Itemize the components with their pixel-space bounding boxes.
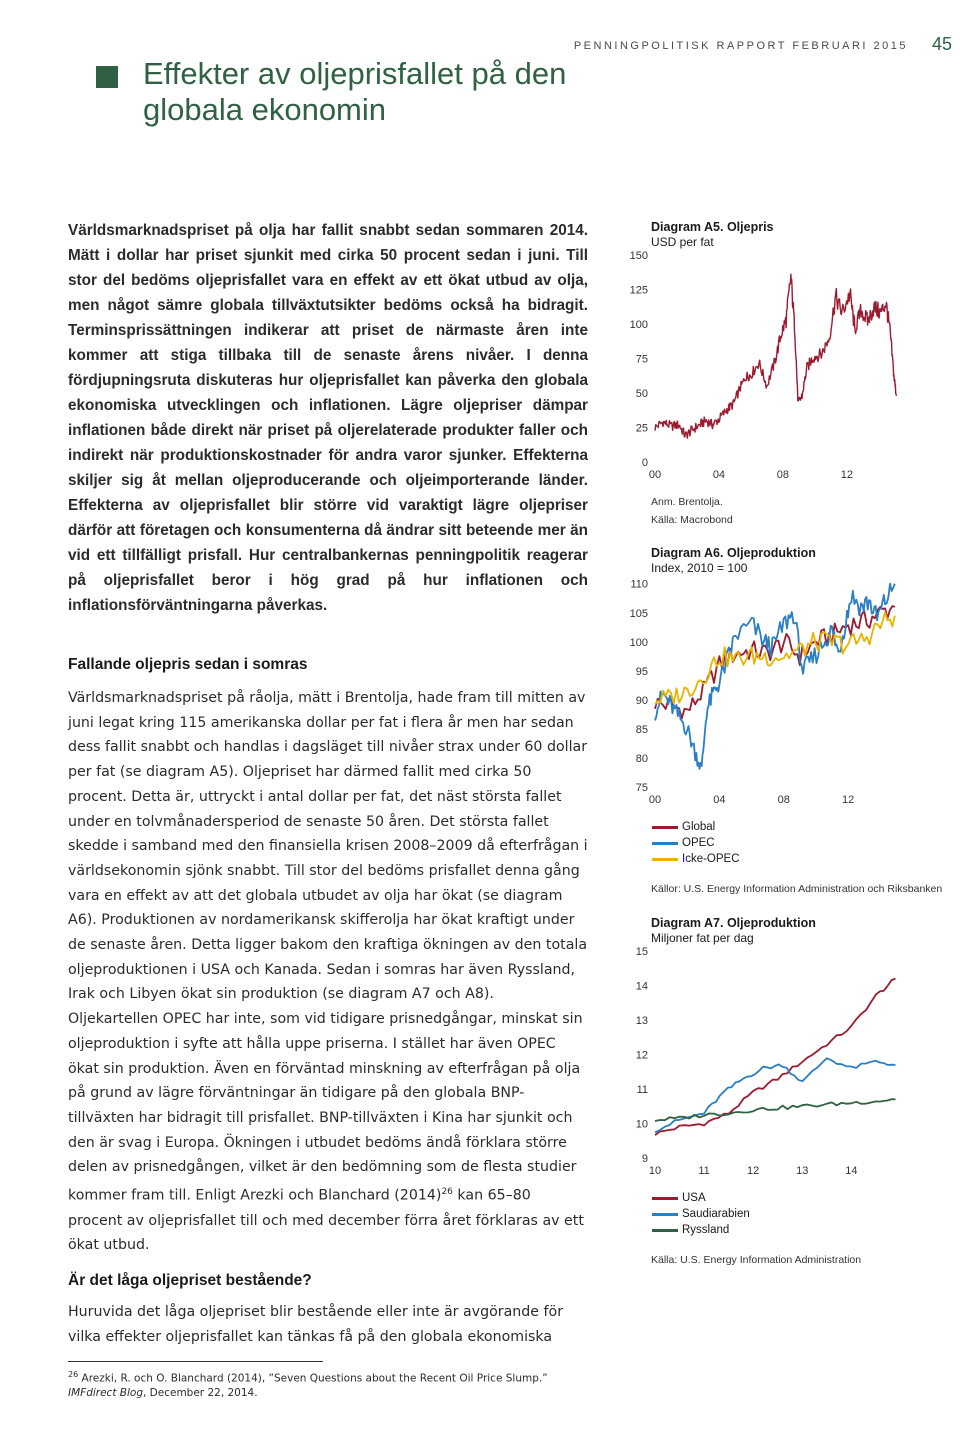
x-tick-label: 00 <box>648 469 662 481</box>
x-tick-label: 10 <box>648 1165 662 1177</box>
legend-swatch-icke-opec <box>652 858 678 861</box>
x-tick-label: 12 <box>747 1165 760 1177</box>
y-tick-label: 75 <box>635 353 648 366</box>
footnote-number: 26 <box>68 1370 79 1379</box>
y-tick-label: 10 <box>635 1118 648 1131</box>
legend-label-opec: OPEC <box>682 837 715 849</box>
legend-swatch-global <box>652 826 678 829</box>
y-tick-label: 75 <box>635 782 648 794</box>
series-line-opec <box>655 584 895 769</box>
x-tick-label: 08 <box>776 469 790 481</box>
y-tick-label: 9 <box>641 1153 648 1165</box>
section-heading: Är det låga oljepriset bestående? <box>68 1272 312 1289</box>
x-tick-label: 12 <box>841 794 855 806</box>
legend-swatch-usa <box>652 1197 678 1200</box>
chart-a5-plot <box>600 240 900 485</box>
y-tick-label: 13 <box>635 1015 648 1027</box>
y-tick-label: 100 <box>629 319 648 331</box>
legend-usa <box>652 1192 706 1204</box>
y-tick-label: 100 <box>629 636 648 649</box>
y-tick-label: 11 <box>636 1084 648 1096</box>
footnote-reference[interactable]: 26 <box>441 1187 453 1198</box>
body-text-continued: kan 65–80 procent av oljeprisfallet till och med december förra året förklaras av ett ökat utbud. <box>68 1187 584 1254</box>
x-tick-label: 12 <box>840 469 853 481</box>
legend-label-usa: USA <box>682 1192 706 1204</box>
legend-swatch-saudiarabien <box>652 1213 678 1216</box>
x-tick-label: 00 <box>648 794 662 806</box>
y-tick-label: 80 <box>635 752 648 765</box>
body-text: Världsmarknadspriset på råolja, mätt i Brentolja, hade fram till mitten av juni legat kring 115 amerikanska dollar per fat i flera år men har sedan dess fallit snabbt och handlas i dagsläget till nivåer strax under 60 dollar per fat (se diagram A5). Oljepriset har därmed fallit med cirka 50 procent. Detta är, uttryckt i antal dollar per fat, det näst största fallet under en tolvmånadersperiod de senaste 50 åren. Det största fallet skedde i samband med den finansiella krisen 2008–2009 då efterfrågan i världsekonomin sjönk snabbt. Till stor del bedöms prisfallet denna gång vara en effekt av att det globala utbudet av olja har ökat (se diagram A6). Produktionen av nordamerikansk skifferolja har ökat kraftigt under de senaste åren. Detta ligger bakom den kraftiga ökningen av den totala oljeproduktionen i USA och Kanada. Sedan i somras har även Ryssland, Irak och Libyen ökat sin produktion (se diagram A7 och A8). Oljekartellen OPEC har inte, som vid tidigare prisnedgångar, minskat sin oljeproduktion i syfte att hålla uppe priserna. I stället har även OPEC ökat sin produktion. Även en förväntad minskning av efterfrågan på olja på grund av lägre förväntningar än tidigare på den globala BNP-tillväxten har bidragit till prisfallet. BNP-tillväxten i Kina har sjunkit och den är svag i Europa. Ökningen i utbudet bedöms ändå förklara större delen av prisnedgången, vilket är den bedömning som de flesta studier kommer fram till. Enligt Arezki och Blanchard (2014) <box>68 690 588 1204</box>
legend-label-global: Global <box>682 821 716 833</box>
running-head: PENNINGPOLITISK RAPPORT FEBRUARI 2015 <box>573 40 908 52</box>
y-tick-label: 14 <box>635 980 648 993</box>
series-line-global <box>655 606 895 719</box>
y-tick-label: 95 <box>635 665 648 678</box>
section-marker-square <box>96 66 118 88</box>
x-tick-label: 11 <box>698 1165 710 1177</box>
chart-a5-title: Diagram A5. Oljepris <box>651 220 774 234</box>
x-tick-label: 08 <box>777 794 790 806</box>
y-tick-label: 25 <box>635 422 648 435</box>
footnote <box>68 1368 588 1400</box>
chart-a6-source: Källor: U.S. Energy Information Administration och Riksbanken <box>651 883 943 895</box>
y-tick-label: 105 <box>629 607 648 620</box>
legend-opec <box>652 837 715 849</box>
chart-a7-source: Källa: U.S. Energy Information Administration <box>651 1254 862 1266</box>
chart-a7-subtitle: Miljoner fat per dag <box>651 931 754 945</box>
section-body: Huruvida det låga oljepriset blir bestående eller inte är avgörande för vilka effekter oljeprisfallet kan tänkas få på den globala ekonomiska <box>68 1304 564 1345</box>
chart-a5-source: Källa: Macrobond <box>651 514 733 526</box>
legend-label-ryssland: Ryssland <box>682 1224 730 1236</box>
legend-ryssland <box>652 1224 729 1236</box>
footnote-italic: IMFdirect Blog <box>68 1386 143 1399</box>
series-line-ryssland <box>655 1099 896 1121</box>
legend-label-saudiarabien: Saudiarabien <box>682 1208 750 1220</box>
footnote-rule <box>68 1361 323 1362</box>
section-title-line2: globala ekonomin <box>143 92 387 127</box>
section-body <box>68 686 588 1258</box>
series-line-saudiarabien <box>655 1058 896 1132</box>
chart-a5-note: Anm. Brentolja. <box>651 496 723 508</box>
y-tick-label: 12 <box>635 1049 648 1062</box>
x-tick-label: 14 <box>845 1165 858 1177</box>
footnote-text: Arezki, R. och O. Blanchard (2014), ”Seven Questions about the Recent Oil Price Slump.” <box>78 1372 548 1385</box>
intro-paragraph: Världsmarknadspriset på olja har fallit snabbt sedan sommaren 2014. Mätt i dollar har priset sjunkit med cirka 50 procent sedan i juni. Till stor del bedöms oljeprisfallet vara en effekt av ett ökat utbud av olja, men något sämre globala tillväxtutsikter bedöms också ha bidragit. Terminsprissättningen indikerar att priset de närmaste åren inte kommer att stiga tillbaka till de senaste årens nivåer. I denna fördjupningsruta diskuteras hur oljeprisfallet kan påverka den globala ekonomiska utvecklingen och inflationen. Lägre oljepriser dämpar inflationen både direkt när priset på oljerelaterade produkter faller och indirekt när produktionskostnader för andra varor sjunker. Effekterna skiljer sig åt mellan oljeproducerande och oljeimporterande länder. Effekterna av oljeprisfallet blir större vid varaktigt lägre oljepriser därför att företagen och konsumenterna då ändrar sitt beteende mer än vid ett tillfälligt prisfall. Hur centralbankernas penningpolitik reagerar på oljeprisfallet beror i hög grad på hur inflationen och inflationsförväntningarna påverkas. <box>68 222 588 614</box>
chart-a5-subtitle: USD per fat <box>651 235 714 249</box>
chart-a7-title: Diagram A7. Oljeproduktion <box>651 916 816 930</box>
legend-saudiarabien <box>652 1208 750 1220</box>
section-heading: Fallande oljepris sedan i somras <box>68 656 308 673</box>
y-tick-label: 15 <box>635 946 648 958</box>
section-title <box>143 56 613 128</box>
x-tick-label: 04 <box>712 469 726 481</box>
section-title-line1: Effekter av oljeprisfallet på den <box>143 56 567 91</box>
legend-label-icke-opec: Icke-OPEC <box>682 853 740 865</box>
chart-a6-plot <box>600 565 900 810</box>
legend-icke-opec <box>652 853 740 865</box>
y-tick-label: 150 <box>629 250 648 262</box>
y-tick-label: 0 <box>641 457 648 469</box>
chart-a6-subtitle: Index, 2010 = 100 <box>651 561 748 575</box>
page-number: 45 <box>932 34 953 54</box>
y-tick-label: 125 <box>629 284 648 297</box>
footnote-text-end: , December 22, 2014. <box>143 1386 258 1399</box>
y-tick-label: 50 <box>635 388 648 400</box>
section-bestaende <box>68 1272 588 1349</box>
x-tick-label: 13 <box>796 1165 809 1177</box>
y-tick-label: 90 <box>635 694 648 707</box>
x-tick-label: 04 <box>713 794 726 806</box>
section-fallande <box>68 656 588 1258</box>
series-line-oljepris <box>655 274 896 438</box>
chart-a7-plot <box>600 935 900 1180</box>
legend-swatch-ryssland <box>652 1229 678 1232</box>
series-line-usa <box>655 979 896 1136</box>
y-tick-label: 85 <box>635 723 648 736</box>
chart-a6-title: Diagram A6. Oljeproduktion <box>651 546 816 560</box>
y-tick-label: 110 <box>630 578 648 591</box>
legend-global <box>652 821 715 833</box>
legend-swatch-opec <box>652 842 678 845</box>
